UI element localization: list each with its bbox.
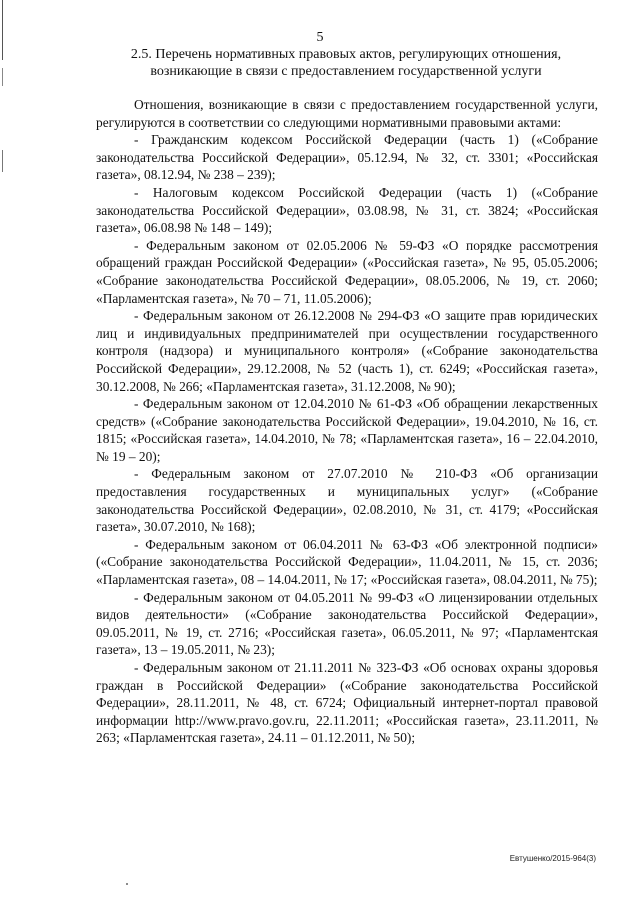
- legal-act-item: - Федеральным законом от 26.12.2008 № 294-ФЗ «О защите прав юридических лиц и индивидуальных предпринимателей при осуществлении государственного контроля (надзора) и муниципального контроля» («Собрание законодательства Российской Федерации», 29.12.2008, № 52 (часть 1), ст. 6249; «Российская газета», 30.12.2008, № 266; «Парламентская газета», 31.12.2008, № 90);: [96, 308, 598, 394]
- legal-act-item: - Налоговым кодексом Российской Федерации (часть 1) («Собрание законодательства Российской Федерации», 03.08.98, № 31, ст. 3824; «Российская газета», 06.08.98 № 148 – 149);: [96, 184, 598, 236]
- document-body: [96, 96, 598, 747]
- page-number: 5: [316, 30, 324, 45]
- legal-act-item: - Федеральным законом от 04.05.2011 № 99-ФЗ «О лицензировании отдельных видов деятельности» («Собрание законодательства Российской Федерации», 09.05.2011, № 19, ст. 2716; «Российская газета», 06.05.2011, № 97; «Парламентская газета», 13 – 19.05.2011, № 23);: [96, 589, 598, 658]
- legal-act-item: - Федеральным законом от 06.04.2011 № 63-ФЗ «Об электронной подписи» («Собрание законодательства Российской Федерации», 11.04.2011, № 15, ст. 2036; «Парламентская газета», 08 – 14.04.2011, № 17; «Российская газета», 08.04.2011, № 75);: [96, 536, 598, 588]
- intro-paragraph: Отношения, возникающие в связи с предоставлением государственной услуги, регулируются в соответствии со следующими нормативными правовыми актами:: [96, 97, 598, 130]
- legal-act-item: - Гражданским кодексом Российской Федерации (часть 1) («Собрание законодательства Российской Федерации», 05.12.94, № 32, ст. 3301; «Российская газета», 08.12.94, № 238 – 239);: [96, 132, 598, 183]
- legal-act-item: - Федеральным законом от 27.07.2010 № 210-ФЗ «Об организации предоставления государственных и муниципальных услуг» («Собрание законодательства Российской Федерации», 02.08.2010, № 31, ст. 4179; «Российская газета», 30.07.2010, № 168);: [96, 466, 598, 535]
- legal-act-item: - Федеральным законом от 12.04.2010 № 61-ФЗ «Об обращении лекарственных средств» («Собрание законодательства Российской Федерации», 19.04.2010, № 16, ст. 1815; «Российская газета», 14.04.2010, № 78; «Парламентская газета», 16 – 22.04.2010, № 19 – 20);: [96, 396, 598, 464]
- legal-act-item: - Федеральным законом от 02.05.2006 № 59-ФЗ «О порядке рассмотрения обращений граждан Российской Федерации» («Российская газета», № 95, 05.05.2006; «Собрание законодательства Российской Федерации», 08.05.2006, № 19, ст. 2060; «Парламентская газета», № 70 – 71, 11.05.2006);: [96, 237, 598, 306]
- scan-edge-mark: [2, 68, 3, 86]
- scan-edge-mark: [2, 150, 3, 172]
- legal-act-item: - Федеральным законом от 21.11.2011 № 323-ФЗ «Об основах охраны здоровья граждан в Российской Федерации» («Собрание законодательства Российской Федерации», 28.11.2011, № 48, ст. 6724; Официальный интернет-портал правовой информации http://www.pravo.gov.ru, 22.11.2011; «Российская газета», 23.11.2011, № 263; «Парламентская газета», 24.11 – 01.12.2011, № 50);: [96, 660, 598, 746]
- document-reference: Евтушенко/2015-964(3): [509, 854, 596, 863]
- section-heading: 2.5. Перечень нормативных правовых актов, регулирующих отношения, возникающие в связи с предоставлением государственной услуги: [130, 47, 562, 79]
- scan-speck: [126, 883, 128, 885]
